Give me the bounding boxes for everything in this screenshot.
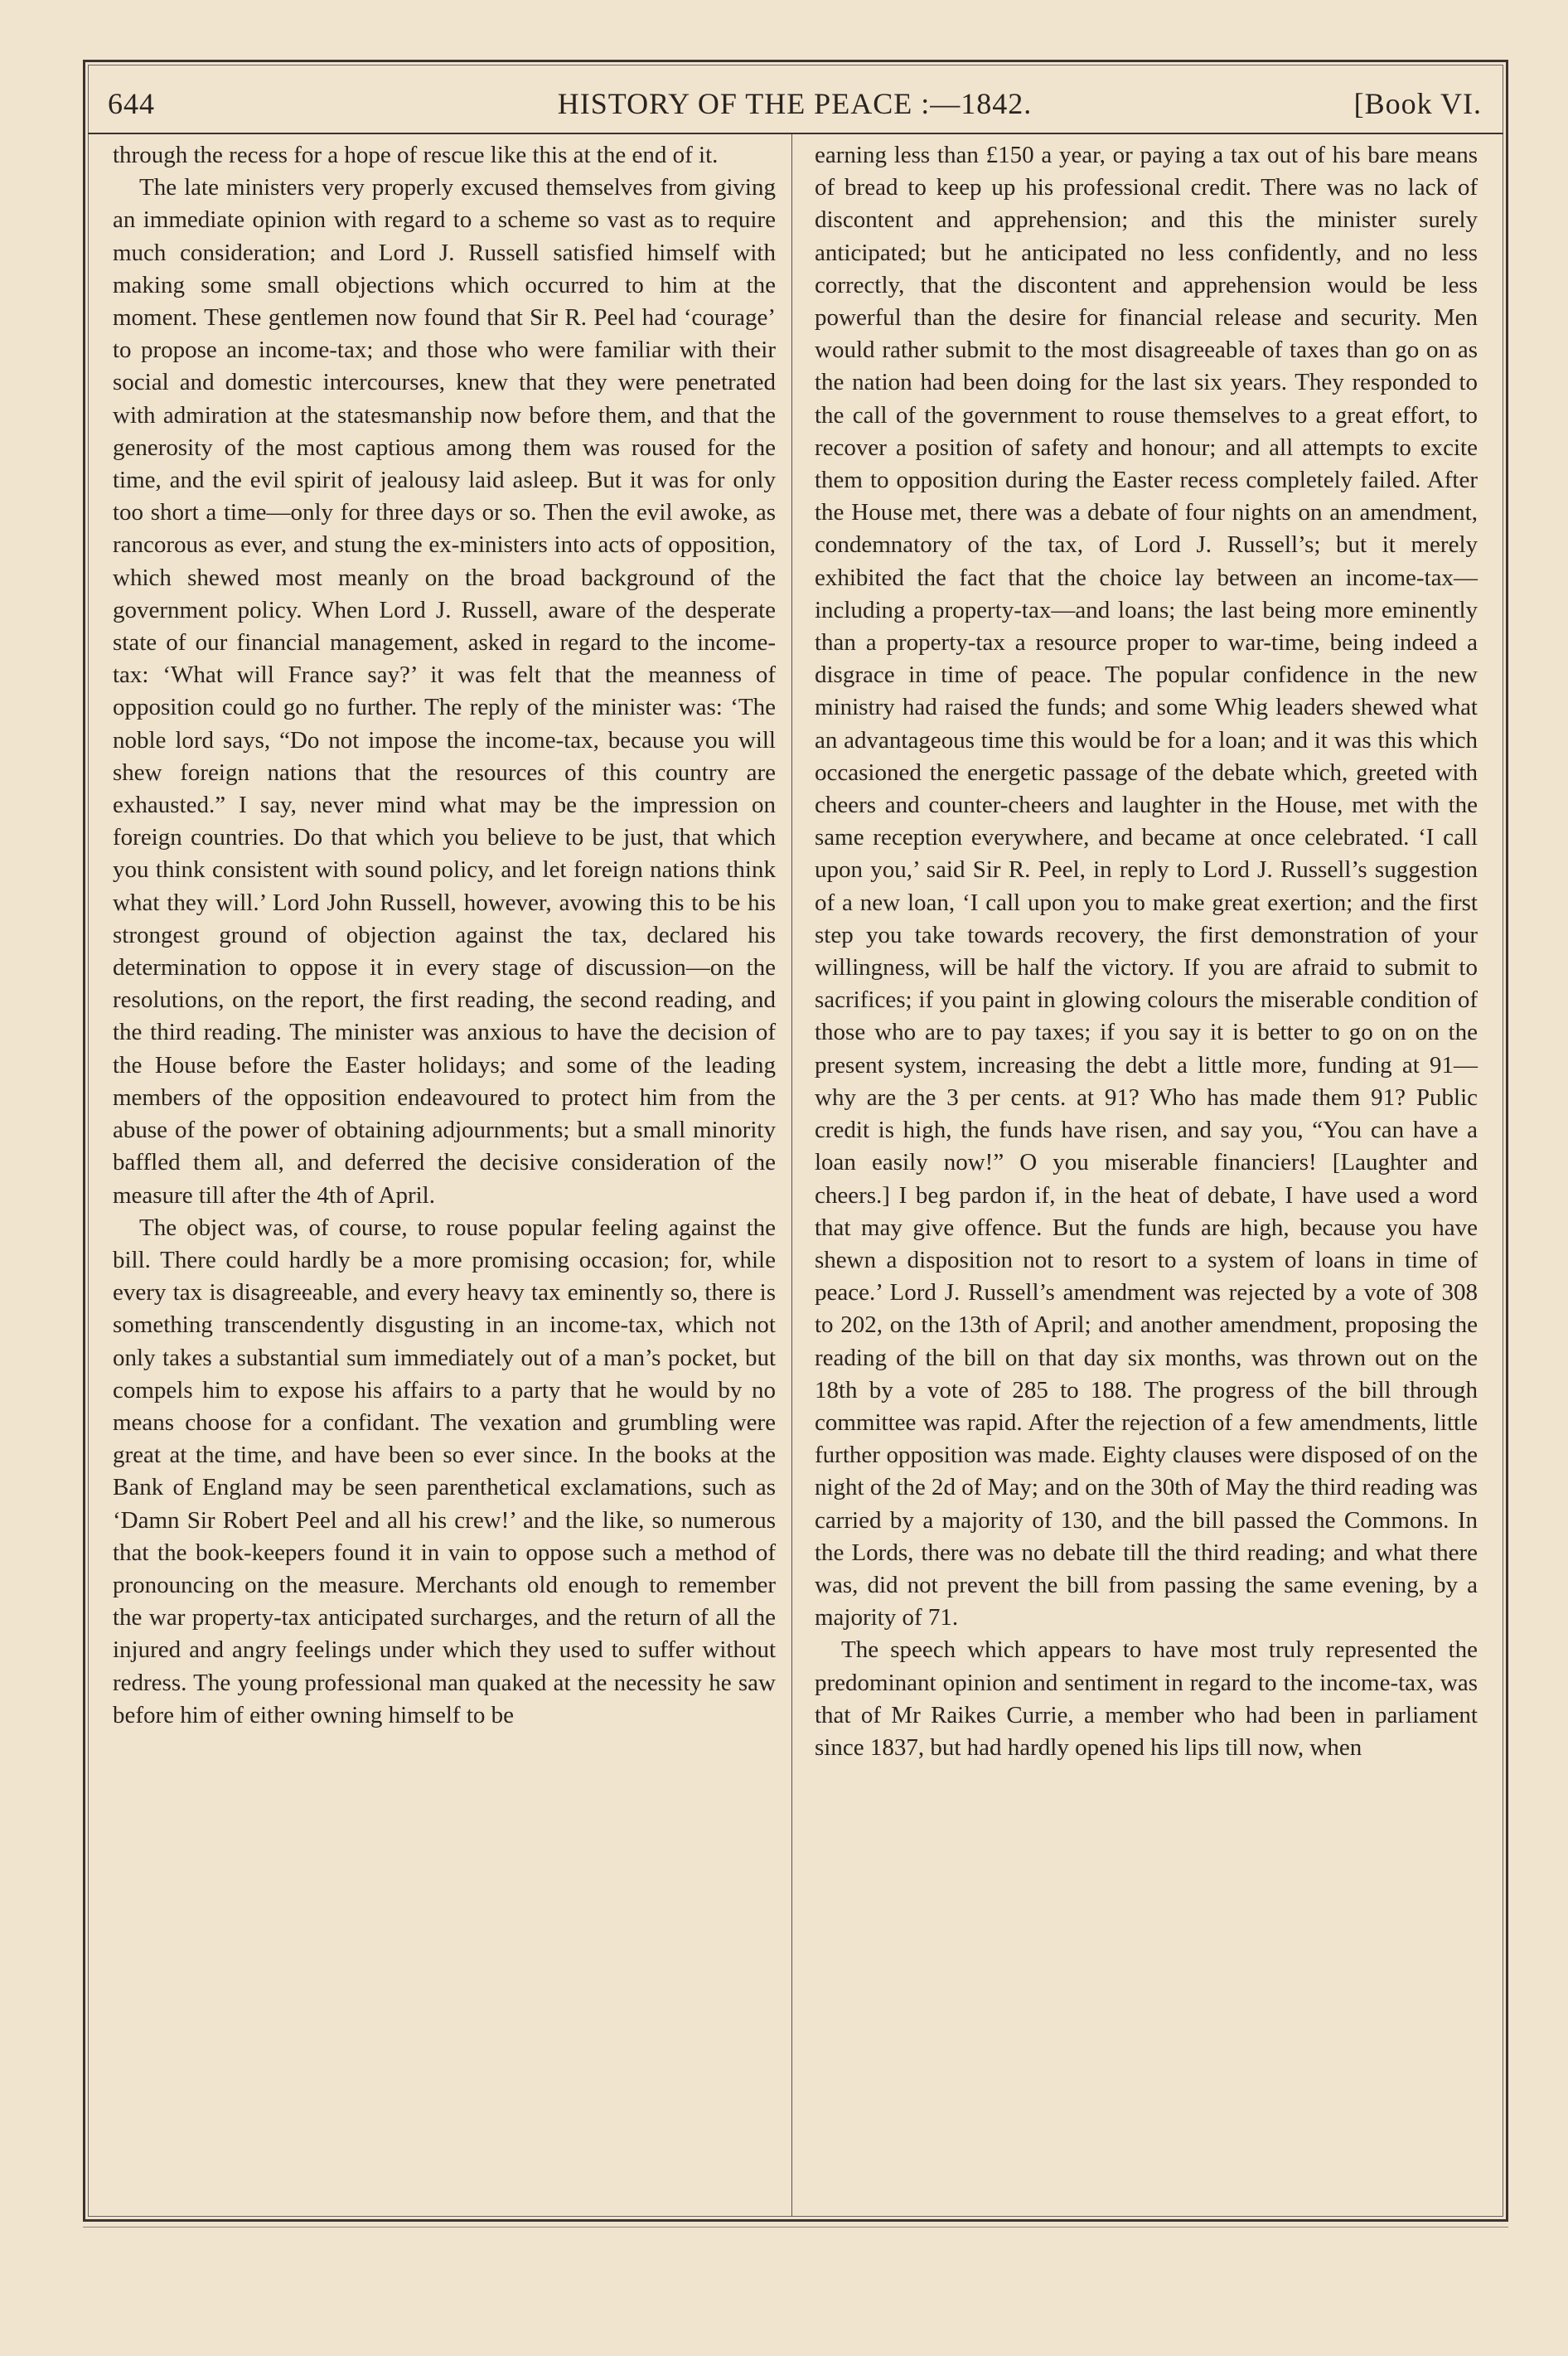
- bottom-rule: [83, 2227, 1508, 2228]
- paragraph: earning less than £150 a year, or paying a tax out of his bare means of bread to keep up his professional credit. There was no lack of discontent and apprehension; and this the minister surely anticipated; but he anticipated no less confidently, and no less correctly, that the discontent and apprehension would be less powerful than the desire for financial release and security. Men would rather submit to the most disagreeable of taxes than go on as the nation had been doing for the last six years. They responded to the call of the government to rouse themselves to a great effort, to recover a position of safety and honour; and all attempts to excite them to opposition during the Easter recess completely failed. After the House met, there was a debate of four nights on an amendment, condemnatory of the tax, of Lord J. Russell’s; but it merely exhibited the fact that the choice lay between an income-tax—including a property-tax—and loans; the last being more eminently than a property-tax a resource proper to war-time, being indeed a disgrace in time of peace. The popular confidence in the new ministry had raised the funds; and some Whig leaders shewed what an advantageous time this would be for a loan; and it was this which occasioned the energetic passage of the debate which, greeted with cheers and counter-cheers and laughter in the House, met with the same reception everywhere, and became at once celebrated. ‘I call upon you,’ said Sir R. Peel, in reply to Lord J. Russell’s suggestion of a new loan, ‘I call upon you to make great exertion; and the first step you take towards recovery, the first demonstration of your willingness, will be half the victory. If you are afraid to submit to sacrifices; if you paint in glowing colours the miserable condition of those who are to pay taxes; if you say it is better to go on on the present system, increasing the debt a little more, funding at 91—why are the 3 per cents. at 91? Who has made them 91? Public credit is high, the funds have risen, and say you, “You can have a loan easily now!” O you miserable financiers! [Laughter and cheers.] I beg pardon if, in the heat of debate, I have used a word that may give offence. But the funds are high, because you have shewn a disposition not to resort to a system of loans in time of peace.’ Lord J. Russell’s amendment was rejected by a vote of 308 to 202, on the 13th of April; and another amendment, proposing the reading of the bill on that day six months, was thrown out on the 18th by a vote of 285 to 188. The progress of the bill through committee was rapid. After the rejection of a few amendments, little further opposition was made. Eighty clauses were disposed of on the night of the 2d of May; and on the 30th of May the third reading was carried by a majority of 130, and the bill passed the Commons. In the Lords, there was no debate till the third reading; and what there was, did not prevent the bill from passing the same evening, by a majority of 71.: [815, 142, 1478, 1631]
- header-rule: [88, 133, 1503, 134]
- book-label: [Book VI.: [1353, 87, 1482, 120]
- paragraph: through the recess for a hope of rescue like this at the end of it.: [113, 142, 719, 168]
- paragraph: The late ministers very properly excused themselves from giving an immediate opinion with regard to a scheme so vast as to require much consideration; and Lord J. Russell satisfied himself with making some small objections which occurred to him at the moment. These gentlemen now found that Sir R. Peel had ‘courage’ to propose an income-tax; and those who were familiar with their social and domestic intercourses, knew that they were penetrated with admiration at the statesmanship now before them, and that the generosity of the most captious among them was roused for the time, and the evil spirit of jealousy laid asleep. But it was for only too short a time—only for three days or so. Then the evil awoke, as rancorous as ever, and stung the ex-ministers into acts of opposition, which shewed most meanly on the broad background of the government policy. When Lord J. Russell, aware of the desperate state of our financial management, asked in regard to the income-tax: ‘What will France say?’ it was felt that the meanness of opposition could go no further. The reply of the minister was: ‘The noble lord says, “Do not impose the income-tax, because you will shew foreign nations that the resources of this country are exhausted.” I say, never mind what may be the impression on foreign countries. Do that which you believe to be just, that which you think consistent with sound policy, and let foreign nations think what they will.’ Lord John Russell, however, avowing this to be his strongest ground of objection against the tax, declared his determination to oppose it in every stage of discussion—on the resolutions, on the report, the first reading, the second reading, and the third reading. The minister was anxious to have the decision of the House before the Easter holidays; and some of the leading members of the opposition endeavoured to protect him from the abuse of the power of obtaining adjournments; but a small minority baffled them all, and deferred the decisive consideration of the measure till after the 4th of April.: [113, 174, 776, 1209]
- page-number: 644: [108, 87, 155, 120]
- paragraph: The object was, of course, to rouse popular feeling against the bill. There could hardly be a more promising occasion; for, while every tax is disagreeable, and every heavy tax eminently so, there is something transcendently disgusting in an income-tax, which not only takes a substantial sum immediately out of a man’s pocket, but compels him to expose his affairs to a party that he would by no means choose for a confidant. The vexation and grumbling were great at the time, and have been so ever since. In the books at the Bank of England may be seen parenthetical exclamations, such as ‘Damn Sir Robert Peel and all his crew!’ and the like, so numerous that the book-keepers found it in vain to oppose such a method of pronouncing on the measure. Merchants old enough to remember the war property-tax anticipated surcharges, and the return of all the injured and angry feelings under which they used to suffer without redress. The young professional man quaked at the necessity he saw before him of either owning himself to be: [113, 1214, 776, 1728]
- column-divider: [791, 134, 792, 2217]
- left-column: [113, 139, 776, 1732]
- paragraph: The speech which appears to have most truly represented the predominant opinion and sentiment in regard to the income-tax, was that of Mr Raikes Currie, a member who had been in parliament since 1837, but had hardly opened his lips till now, when: [815, 1636, 1478, 1761]
- right-column: [815, 139, 1478, 1764]
- running-title: HISTORY OF THE PEACE :—1842.: [557, 87, 1033, 120]
- running-header: [108, 81, 1482, 128]
